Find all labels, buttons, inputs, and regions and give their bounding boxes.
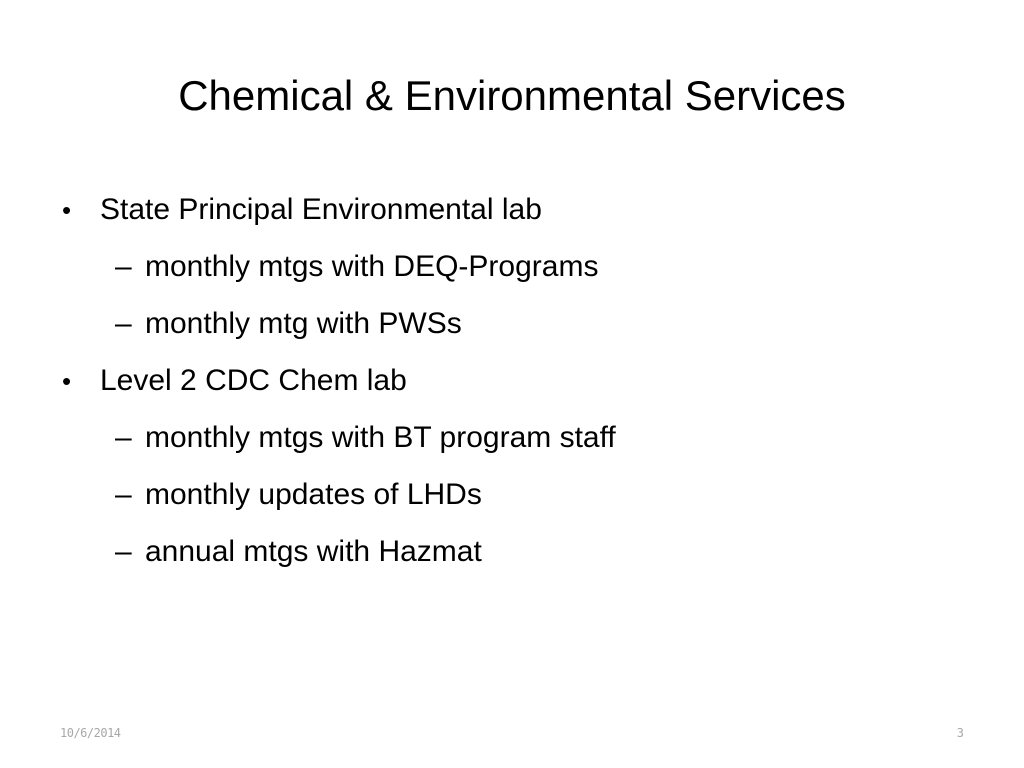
bullet-text: monthly mtgs with BT program staff [145,421,616,454]
dash-marker: – [115,307,132,340]
list-item [115,247,599,287]
bullet-text: monthly mtg with PWSs [145,307,462,340]
list-item [115,475,482,515]
dash-marker: – [115,478,132,511]
bullet-text: monthly mtgs with DEQ-Programs [145,250,599,283]
list-item [115,532,482,572]
dash-marker: – [115,421,132,454]
bullet-text: annual mtgs with Hazmat [145,535,482,568]
list-item [62,190,542,230]
slide-title: Chemical & Environmental Services [178,72,846,119]
bullet-marker: • [62,195,72,225]
footer-date: 10/6/2014 [60,726,121,740]
bullet-text: Level 2 CDC Chem lab [100,364,407,397]
bullet-text: State Principal Environmental lab [100,193,542,226]
page-number: 3 [956,726,964,740]
dash-marker: – [115,535,132,568]
bullet-text: monthly updates of LHDs [145,478,482,511]
list-item [62,361,407,401]
bullet-marker: • [62,366,72,396]
dash-marker: – [115,250,132,283]
list-item [115,304,462,344]
list-item [115,418,616,458]
